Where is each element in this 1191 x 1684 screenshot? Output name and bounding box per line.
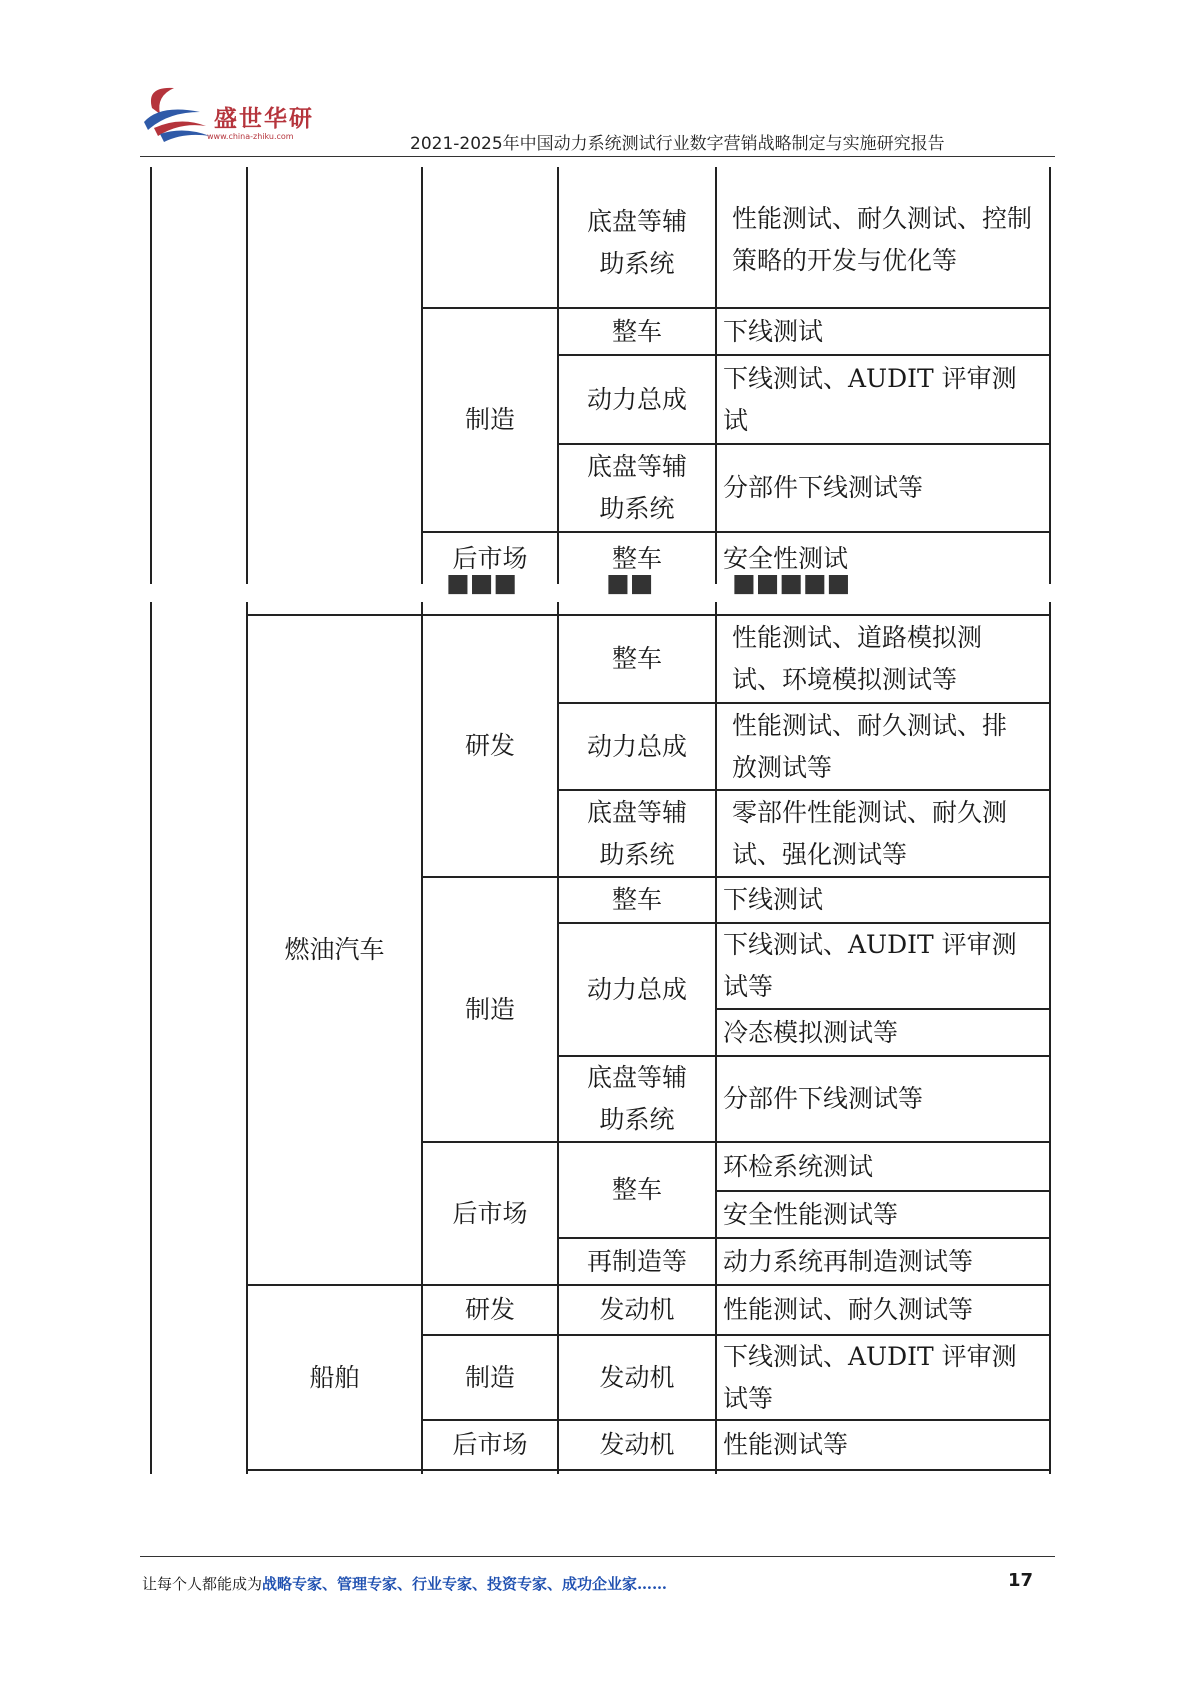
footer-accent: 战略专家、管理专家、行业专家、投资专家、成功企业家…… <box>262 1575 668 1593</box>
table-cell: 下线测试、AUDIT 评审测试等 <box>723 1341 1017 1413</box>
table-cell: 制造 <box>464 1362 515 1392</box>
footer-lead: 让每个人都能成为 <box>142 1575 263 1593</box>
table-cell: 制造 <box>464 994 515 1024</box>
footer-divider <box>140 1556 1055 1557</box>
table-cell: 底盘等辅助系统 <box>586 797 687 869</box>
table-cell: 后市场 <box>452 1430 528 1459</box>
table-cell: 性能测试、耐久测试、控制策略的开发与优化等 <box>732 204 1033 275</box>
table-cell: 燃油汽车 <box>284 935 385 964</box>
table-cell: 研发 <box>464 731 515 760</box>
table-cell: 动力系统再制造测试等 <box>723 1246 974 1276</box>
table-cell: 性能测试、耐久测试、排放测试等 <box>732 710 1008 782</box>
page-number: 17 <box>1008 1570 1034 1591</box>
table-cell: 零部件性能测试、耐久测试、强化测试等 <box>732 797 1008 869</box>
table-cell: 动力总成 <box>586 974 687 1004</box>
table-cell: 底盘等辅助系统 <box>586 207 687 278</box>
table-cell: 整车 <box>611 885 662 914</box>
table-cell: 安全性测试 <box>723 543 849 573</box>
table-cell: 动力总成 <box>586 384 687 414</box>
table-cell: 底盘等辅助系统 <box>586 452 687 523</box>
table-cell: 下线测试 <box>723 316 824 346</box>
footer-slogan <box>142 1573 667 1594</box>
table-cell: 制造 <box>464 405 515 434</box>
report-title: 2021-2025年中国动力系统测试行业数字营销战略制定与实施研究报告 <box>410 134 945 154</box>
table-cell: 环检系统测试 <box>723 1151 874 1181</box>
table-border <box>246 167 248 584</box>
logo-url: www.china-zhiku.com <box>207 132 294 141</box>
table-cell: 整车 <box>611 1175 662 1204</box>
table-cell: 性能测试等 <box>723 1430 849 1459</box>
table-cell: 发动机 <box>599 1430 675 1459</box>
table-border <box>150 167 152 584</box>
table-cell: 下线测试 <box>723 885 824 914</box>
table-cell: 整车 <box>611 543 662 573</box>
page-break-gap: ■■■ ■■ ■■■■■ <box>150 584 1056 602</box>
table-cell: 动力总成 <box>586 731 687 761</box>
table-cell: 船舶 <box>309 1362 360 1392</box>
table-cell: 冷态模拟测试等 <box>723 1017 899 1047</box>
table-cell: 再制造等 <box>586 1246 687 1276</box>
table-cell: 分部件下线测试等 <box>723 1084 924 1113</box>
table-cell: 整车 <box>611 644 662 673</box>
table-cell: 安全性能测试等 <box>723 1199 899 1229</box>
logo-name: 盛世华研 <box>214 106 314 132</box>
table-border <box>1049 167 1051 584</box>
table-cell: 性能测试、道路模拟测试、环境模拟测试等 <box>732 623 983 694</box>
table-cell: 发动机 <box>599 1295 675 1324</box>
table-cell: 性能测试、耐久测试等 <box>723 1295 974 1324</box>
table-cell: 整车 <box>611 316 662 346</box>
table-cell: 底盘等辅助系统 <box>586 1063 687 1134</box>
table-cell: 后市场 <box>452 1198 528 1228</box>
table-border <box>150 602 152 1474</box>
table-border <box>246 1469 1051 1471</box>
table-cell: 分部件下线测试等 <box>723 473 924 502</box>
table-cell: 发动机 <box>599 1362 675 1392</box>
table-cell: 研发 <box>464 1295 515 1324</box>
table-cell: 后市场 <box>452 543 528 573</box>
table-border <box>1049 602 1051 1474</box>
table-cell: 下线测试、AUDIT 评审测试 <box>723 363 1017 435</box>
table-cell: 下线测试、AUDIT 评审测试等 <box>723 930 1017 1001</box>
